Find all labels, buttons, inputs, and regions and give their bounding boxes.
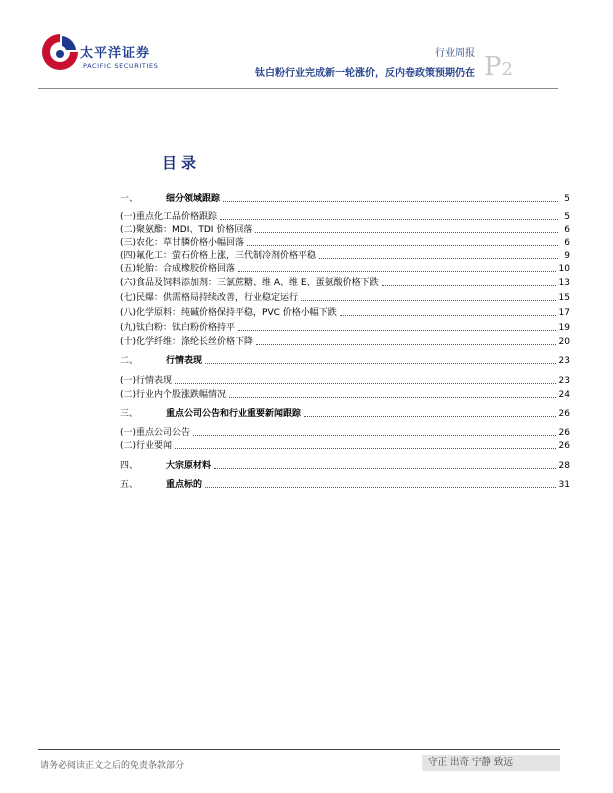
toc-entry-page: 28: [558, 461, 570, 471]
toc-entry[interactable]: [120, 406, 570, 420]
toc-entry-page: 20: [558, 337, 570, 347]
toc-entry-page: 6: [564, 225, 570, 235]
toc-entry-label: 食品及饲料添加剂：三氯蔗糖、维 A、维 E、蛋氨酸价格下跌: [136, 278, 379, 288]
toc-entry-number: (一): [120, 376, 137, 386]
toc-title: 目录: [162, 154, 201, 172]
report-title: 钛白粉行业完成新一轮涨价，反内卷政策预期仍在: [255, 68, 475, 79]
toc-entry[interactable]: [120, 290, 570, 304]
toc-leader-dots: [223, 200, 558, 202]
toc-entry[interactable]: [120, 477, 570, 491]
toc-entry-label: 重点公司公告和行业重要新闻跟踪: [166, 409, 302, 419]
logo-english-name: PACIFIC SECURITIES: [83, 62, 159, 70]
toc-entry-number: (二): [120, 225, 137, 235]
toc-entry-label: 农化：草甘膦价格小幅回落: [136, 238, 245, 248]
toc-leader-dots: [229, 396, 556, 398]
toc-leader-dots: [214, 467, 556, 469]
toc-entry[interactable]: [120, 438, 570, 452]
toc-leader-dots: [340, 314, 556, 316]
toc-leader-dots: [175, 447, 556, 449]
toc-entry[interactable]: [120, 353, 570, 367]
toc-leader-dots: [205, 486, 556, 488]
logo: [40, 32, 180, 80]
footer-motto: 守正 出奇 宁静 致远: [422, 755, 560, 771]
toc-entry-page: 26: [558, 409, 570, 419]
toc-entry-label: 重点公司公告: [136, 428, 191, 438]
toc-entry-number: (一): [120, 212, 137, 222]
toc-leader-dots: [304, 415, 556, 417]
toc-entry-number: (六): [120, 278, 137, 288]
toc-entry[interactable]: [120, 425, 570, 439]
toc-entry-number: (九): [120, 323, 137, 333]
toc-entry-number: (八): [120, 308, 137, 318]
toc-entry-page: 23: [558, 376, 570, 386]
toc-leader-dots: [193, 434, 556, 436]
toc-entry[interactable]: [120, 275, 570, 289]
toc-entry-label: 民爆：供需格局持续改善，行业稳定运行: [136, 293, 299, 303]
toc-entry-page: 6: [564, 238, 570, 248]
toc-entry-label: 重点化工品价格跟踪: [136, 212, 218, 222]
toc-entry-label: 化学纤维：涤纶长丝价格下降: [136, 337, 254, 347]
toc-entry-label: 化学原料：纯碱价格保持平稳，PVC 价格小幅下跌: [136, 308, 337, 318]
pacific-logo-icon: [40, 32, 80, 72]
toc-entry-number: (五): [120, 264, 137, 274]
toc-entry-label: 聚氨酯：MDI、TDI 价格回落: [136, 225, 253, 235]
toc-entry-number: 三、: [120, 409, 139, 419]
toc-leader-dots: [301, 299, 556, 301]
toc-entry-label: 重点标的: [166, 480, 203, 490]
toc-entry-label: 行情表现: [136, 376, 173, 386]
toc-entry[interactable]: [120, 373, 570, 387]
toc-entry-page: 31: [558, 480, 570, 490]
toc-leader-dots: [382, 284, 556, 286]
toc-entry-page: 5: [564, 212, 570, 222]
toc-entry-page: 26: [558, 428, 570, 438]
toc-entry-label: 氟化工：萤石价格上涨，三代制冷剂价格平稳: [136, 251, 317, 261]
page-number: 2: [501, 59, 513, 80]
toc-entry-number: (一): [120, 428, 137, 438]
toc-entry-page: 23: [558, 356, 570, 366]
toc-entry[interactable]: [120, 458, 570, 472]
toc-leader-dots: [255, 231, 558, 233]
toc-entry-number: 五、: [120, 480, 139, 490]
toc-entry-page: 17: [558, 308, 570, 318]
toc-entry-page: 9: [564, 251, 570, 261]
toc-entry[interactable]: [120, 305, 570, 319]
toc-entry-page: 10: [558, 264, 570, 274]
toc-entry-page: 13: [558, 278, 570, 288]
toc-entry-label: 行业要闻: [136, 441, 173, 451]
toc-entry-number: 一、: [120, 194, 139, 204]
toc-entry-number: (三): [120, 238, 137, 248]
toc-entry-number: 二、: [120, 356, 139, 366]
page-indicator: [484, 52, 513, 82]
toc-entry-page: 26: [558, 441, 570, 451]
toc-entry-label: 钛白粉：钛白粉价格持平: [136, 323, 236, 333]
toc-entry[interactable]: [120, 248, 570, 262]
toc-entry-number: (四): [120, 251, 137, 261]
toc-entry-label: 行情表现: [166, 356, 203, 366]
toc-leader-dots: [205, 362, 556, 364]
toc-entry[interactable]: [120, 334, 570, 348]
toc-entry[interactable]: [120, 261, 570, 275]
toc-entry[interactable]: [120, 209, 570, 223]
toc-entry-page: 15: [558, 293, 570, 303]
toc-entry-label: 大宗原材料: [166, 461, 212, 471]
toc-entry-page: 5: [564, 194, 570, 204]
toc-entry-number: 四、: [120, 461, 139, 471]
toc-leader-dots: [319, 257, 558, 259]
toc-entry-number: (二): [120, 441, 137, 451]
toc-entry-number: (十): [120, 337, 137, 347]
toc-leader-dots: [220, 218, 558, 220]
toc-leader-dots: [238, 270, 556, 272]
page-prefix: P: [484, 52, 502, 82]
logo-chinese-name: 太平洋证券: [80, 46, 151, 61]
footer-disclaimer: 请务必阅读正文之后的免责条款部分: [40, 761, 185, 771]
toc-entry[interactable]: [120, 235, 570, 249]
report-type: 行业周报: [435, 48, 475, 59]
toc-leader-dots: [238, 329, 556, 331]
toc-entry-page: 24: [558, 390, 570, 400]
toc-entry-label: 轮胎：合成橡胶价格回落: [136, 264, 236, 274]
toc-entry-page: 19: [558, 323, 570, 333]
toc-leader-dots: [175, 382, 556, 384]
toc-entry[interactable]: [120, 191, 570, 205]
toc-entry[interactable]: [120, 222, 570, 236]
toc-entry-label: 细分领域跟踪: [166, 194, 221, 204]
toc-leader-dots: [256, 343, 556, 345]
footer-divider: [38, 749, 560, 750]
toc-leader-dots: [247, 244, 558, 246]
toc-entry[interactable]: [120, 320, 570, 334]
toc-entry[interactable]: [120, 387, 570, 401]
toc-entry-label: 行业内个股涨跌幅情况: [136, 390, 227, 400]
toc-entry-number: (二): [120, 390, 137, 400]
toc-entry-number: (七): [120, 293, 137, 303]
header-divider: [38, 88, 558, 89]
